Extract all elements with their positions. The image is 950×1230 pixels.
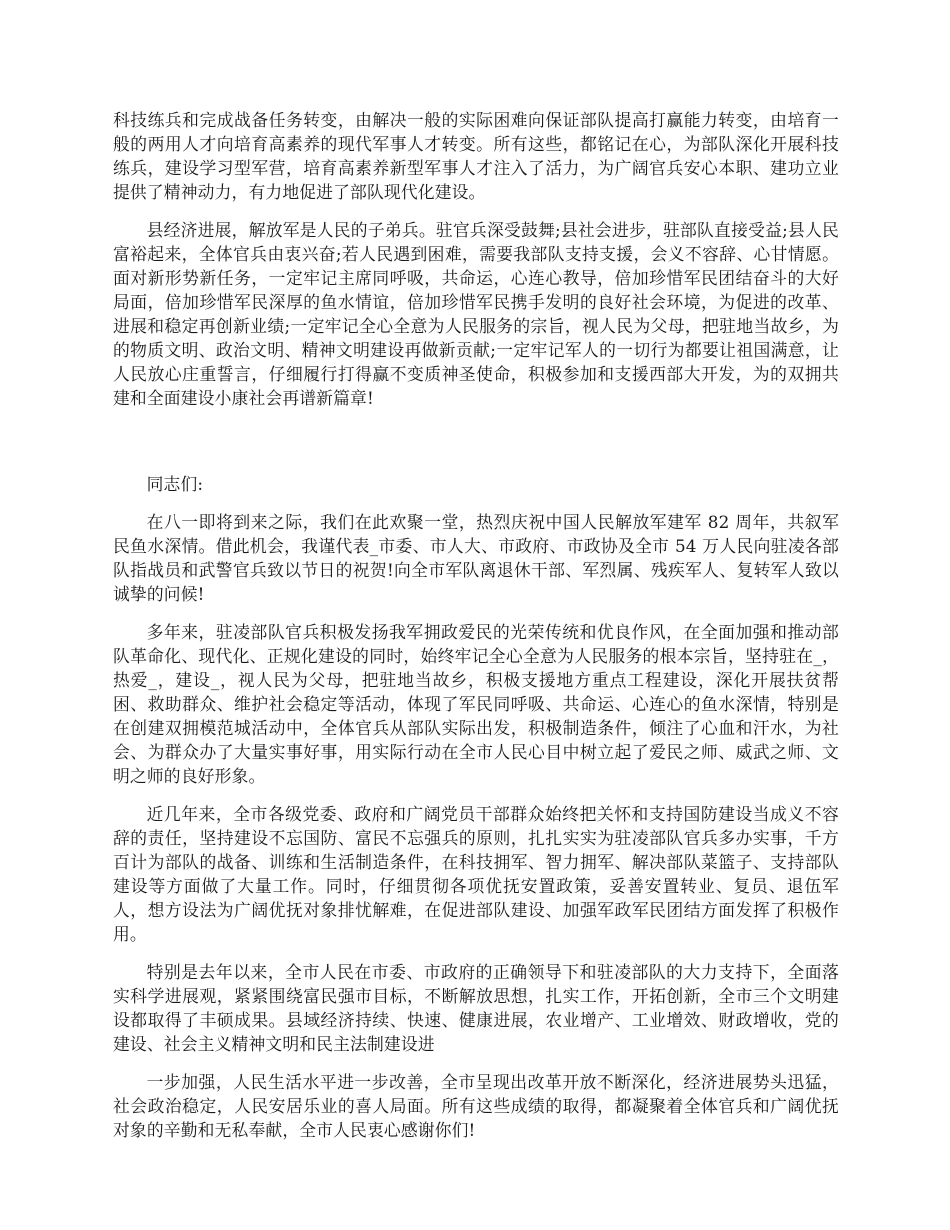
paragraph-5: 近几年来，全市各级党委、政府和广阔党员干部群众始终把关怀和支持国防建设当成义不容辞的责任，坚持建设不忘国防、富民不忘强兵的原则，扎扎实实为驻凌部队官兵多办实事，千方百计为部队的战备、训练和生活制造条件，在科技拥军、智力拥军、解决部队菜篮子、支持部队建设等方面做了大量工作。同时，仔细贯彻各项优抚安置政策，妥善安置转业、复员、退伍军人，想方设法为广阔优抚对象排忧解难，在促进部队建设、加强军政军民团结方面发挥了积极作用。	[113, 804, 839, 944]
paragraph-4: 多年来，驻凌部队官兵积极发扬我军拥政爱民的光荣传统和优良作风，在全面加强和推动部队革命化、现代化、正规化建设的同时，始终牢记全心全意为人民服务的根本宗旨，坚持驻在_，热爱_，建设_，视人民为父母，把驻地当故乡，积极支援地方重点工程建设，深化开展扶贫帮困、救助群众、维护社会稳定等活动，体现了军民同呼吸、共命运、心连心的鱼水深情，特别是在创建双拥模范城活动中，全体官兵从部队实际出发，积极制造条件，倾注了心血和汗水，为社会、为群众办了大量实事好事，用实际行动在全市人民心目中树立起了爱民之师、威武之师、文明之师的良好形象。	[113, 622, 839, 786]
salutation: 同志们:	[146, 474, 204, 494]
paragraph-3: 在八一即将到来之际，我们在此欢聚一堂，热烈庆祝中国人民解放军建军 82 周年，共叙军民鱼水深情。借此机会，我谨代表_市委、市人大、市政府、市政协及全市 54 万人民向驻凌各部队指战员和武警官兵致以节日的祝贺!向全市军队离退休干部、军烈属、残疾军人、复转军人致以诚挚的问候!	[113, 512, 839, 604]
paragraph-2: 县经济进展，解放军是人民的子弟兵。驻官兵深受鼓舞;县社会进步，驻部队直接受益;县人民富裕起来，全体官兵由衷兴奋;若人民遇到困难，需要我部队支持支援，会义不容辞、心甘情愿。面对新形势新任务，一定牢记主席同呼吸，共命运，心连心教导，倍加珍惜军民团结奋斗的大好局面，倍加珍惜军民深厚的鱼水情谊，倍加珍惜军民携手发明的良好社会环境，为促进的改革、进展和稳定再创新业绩;一定牢记全心全意为人民服务的宗旨，视人民为父母，把驻地当故乡，为的物质文明、政治文明、精神文明建设再做新贡献;一定牢记军人的一切行为都要让祖国满意，让人民放心庄重誓言，仔细履行打得赢不变质神圣使命，积极参加和支援西部大开发，为的双拥共建和全面建设小康社会再谱新篇章!	[113, 220, 839, 408]
paragraph-1: 科技练兵和完成战备任务转变，由解决一般的实际困难向保证部队提高打赢能力转变，由培育一般的两用人才向培育高素养的现代军事人才转变。所有这些，都铭记在心，为部队深化开展科技练兵，建设学习型军营，培育高素养新型军事人才注入了活力，为广阔官兵安心本职、建功立业提供了精神动力，有力地促进了部队现代化建设。	[113, 110, 839, 202]
paragraph-7: 一步加强，人民生活水平进一步改善，全市呈现出改革开放不断深化，经济进展势头迅猛，社会政治稳定，人民安居乐业的喜人局面。所有这些成绩的取得，都凝聚着全体官兵和广阔优抚对象的辛勤和无私奉献，全市人民衷心感谢你们!	[113, 1072, 839, 1140]
document-body	[113, 108, 839, 1156]
paragraph-6: 特别是去年以来，全市人民在市委、市政府的正确领导下和驻凌部队的大力支持下，全面落实科学进展观，紧紧围绕富民强市目标，不断解放思想，扎实工作，开拓创新，全市三个文明建设都取得了丰硕成果。县域经济持续、快速、健康进展，农业增产、工业增效、财政增收，党的建设、社会主义精神文明和民主法制建设进	[113, 962, 839, 1054]
